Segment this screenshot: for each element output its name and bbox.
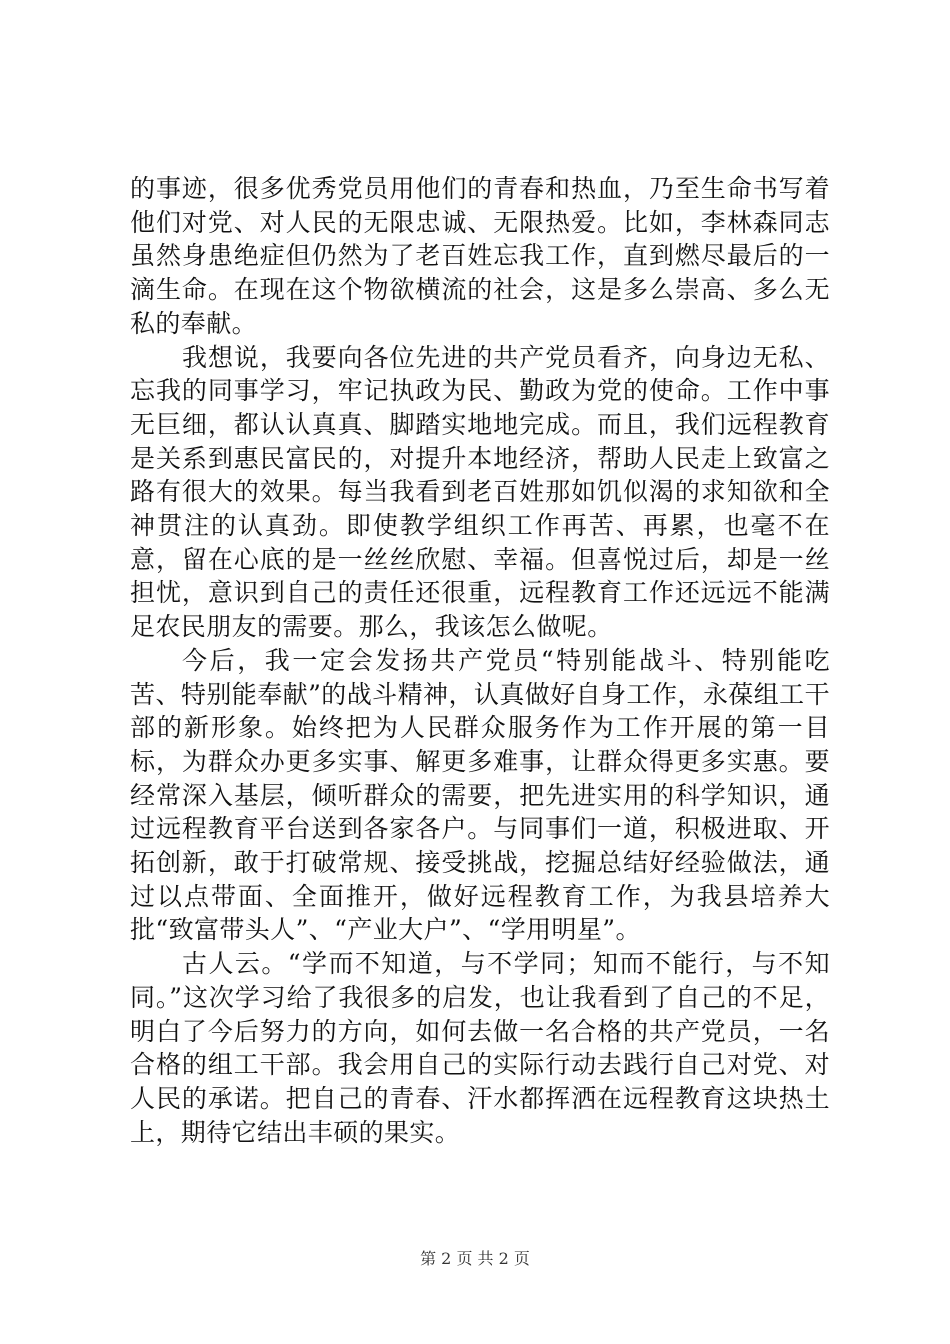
page-number-footer: 第 2 页 共 2 页 [420, 1249, 530, 1268]
document-body [130, 172, 830, 1149]
paragraph-conclusion: 古人云。“学而不知道，与不学同；知而不能行，与不知同。”这次学习给了我很多的启发，也让我看到了自己的不足，明白了今后努力的方向，如何去做一名合格的共产党员，一名合格的组工干部。我会用自己的实际行动去践行自己对党、对人民的承诺。把自己的青春、汗水都挥洒在远程教育这块热土上，期待它结出丰硕的果实。 [130, 949, 830, 1147]
paragraph-commitment: 我想说，我要向各位先进的共产党员看齐，向身边无私、忘我的同事学习，牢记执政为民、勤政为党的使命。工作中事无巨细，都认认真真、脚踏实地地完成。而且，我们远程教育是关系到惠民富民的，对提升本地经济，帮助人民走上致富之路有很大的效果。每当我看到老百姓那如饥似渴的求知欲和全神贯注的认真劲。即使教学组织工作再苦、再累，也毫不在意，留在心底的是一丝丝欣慰、幸福。但喜悦过后，却是一丝担忧，意识到自己的责任还很重，远程教育工作还远远不能满足农民朋友的需要。那么，我该怎么做呢。 [130, 342, 830, 642]
paragraph-continuation: 的事迹，很多优秀党员用他们的青春和热血，乃至生命书写着他们对党、对人民的无限忠诚、无限热爱。比如，李林森同志虽然身患绝症但仍然为了老百姓忘我工作，直到燃尽最后的一滴生命。在现在这个物欲横流的社会，这是多么崇高、多么无私的奉献。 [130, 174, 830, 338]
paragraph-future-plan: 今后，我一定会发扬共产党员“特别能战斗、特别能吃苦、特别能奉献”的战斗精神，认真做好自身工作，永葆组工干部的新形象。始终把为人民群众服务作为工作开展的第一目标，为群众办更多实事、解更多难事，让群众得更多实惠。要经常深入基层，倾听群众的需要，把先进实用的科学知识，通过远程教育平台送到各家各户。与同事们一道，积极进取、开拓创新，敢于打破常规、接受挑战，挖掘总结好经验做法，通过以点带面、全面推开，做好远程教育工作，为我县培养大批“致富带头人”、“产业大户”、“学用明星”。 [130, 645, 830, 945]
